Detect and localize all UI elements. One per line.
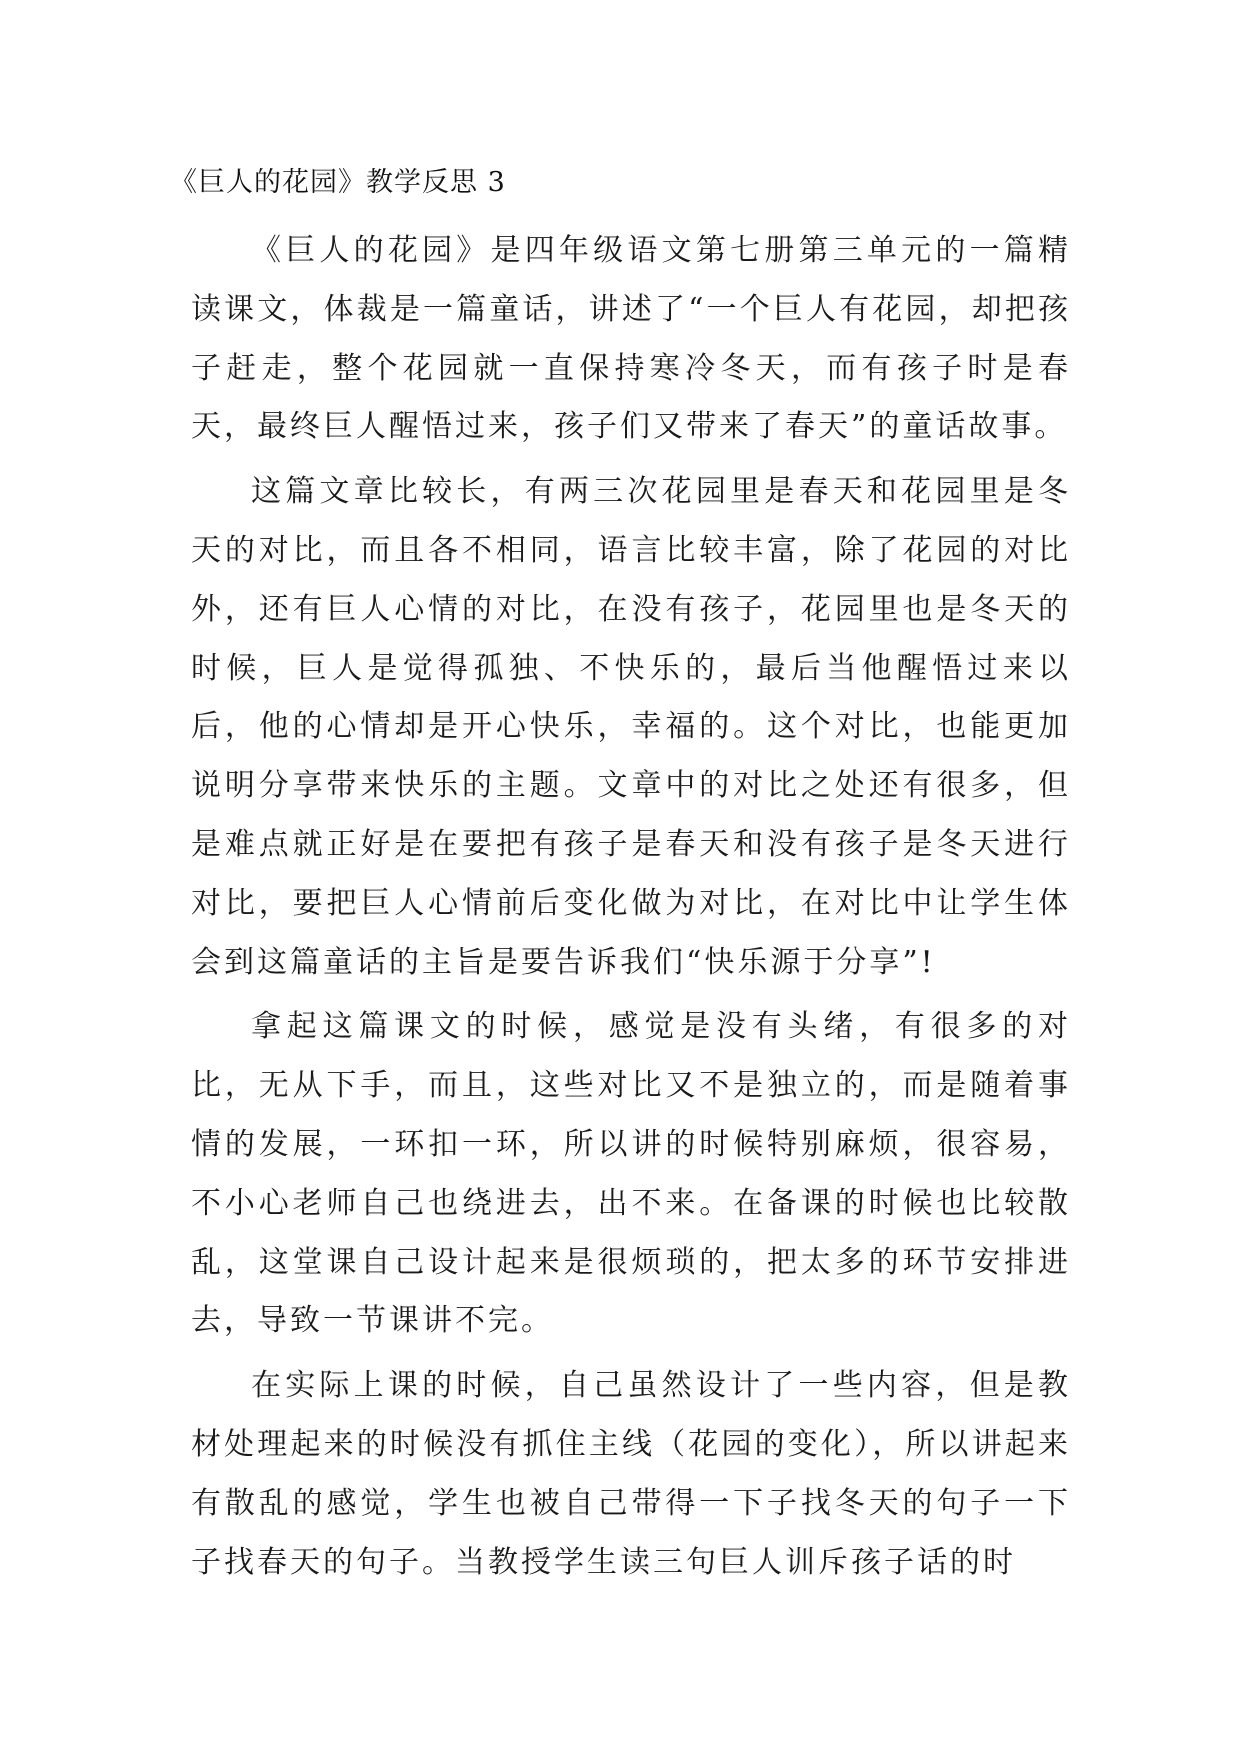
paragraph: 《巨人的花园》是四年级语文第七册第三单元的一篇精读课文，体裁是一篇童话，讲述了“一个巨人有花园，却把孩子赶走，整个花园就一直保持寒冷冬天，而有孩子时是春天，最终巨人醒悟过来，孩子们又带来了春天”的童话故事。 bbox=[191, 233, 1071, 445]
paragraph: 拿起这篇课文的时候，感觉是没有头绪，有很多的对比，无从下手，而且，这些对比又不是独立的，而是随着事情的发展，一环扣一环，所以讲的时候特别麻烦，很容易，不小心老师自己也绕进去，出不来。在备课的时候也比较散乱，这堂课自己设计起来是很烦琐的，把太多的环节安排进去，导致一节课讲不完。 bbox=[191, 1009, 1071, 1339]
paragraph: 这篇文章比较长，有两三次花园里是春天和花园里是冬天的对比，而且各不相同，语言比较丰富，除了花园的对比外，还有巨人心情的对比，在没有孩子，花园里也是冬天的时候，巨人是觉得孤独、不快乐的，最后当他醒悟过来以后，他的心情却是开心快乐，幸福的。这个对比，也能更加说明分享带来快乐的主题。文章中的对比之处还有很多，但是难点就正好是在要把有孩子是春天和没有孩子是冬天进行对比，要把巨人心情前后变化做为对比，在对比中让学生体会到这篇童话的主旨是要告诉我们“快乐源于分享”! bbox=[191, 474, 1071, 980]
document-title: 《巨人的花园》教学反思 3 bbox=[170, 167, 506, 198]
document-body bbox=[191, 222, 1071, 1592]
paragraph: 在实际上课的时候，自己虽然设计了一些内容，但是教材处理起来的时候没有抓住主线（花园的变化），所以讲起来有散乱的感觉，学生也被自己带得一下子找冬天的句子一下子找春天的句子。当教授学生读三句巨人训斥孩子话的时 bbox=[191, 1368, 1071, 1580]
